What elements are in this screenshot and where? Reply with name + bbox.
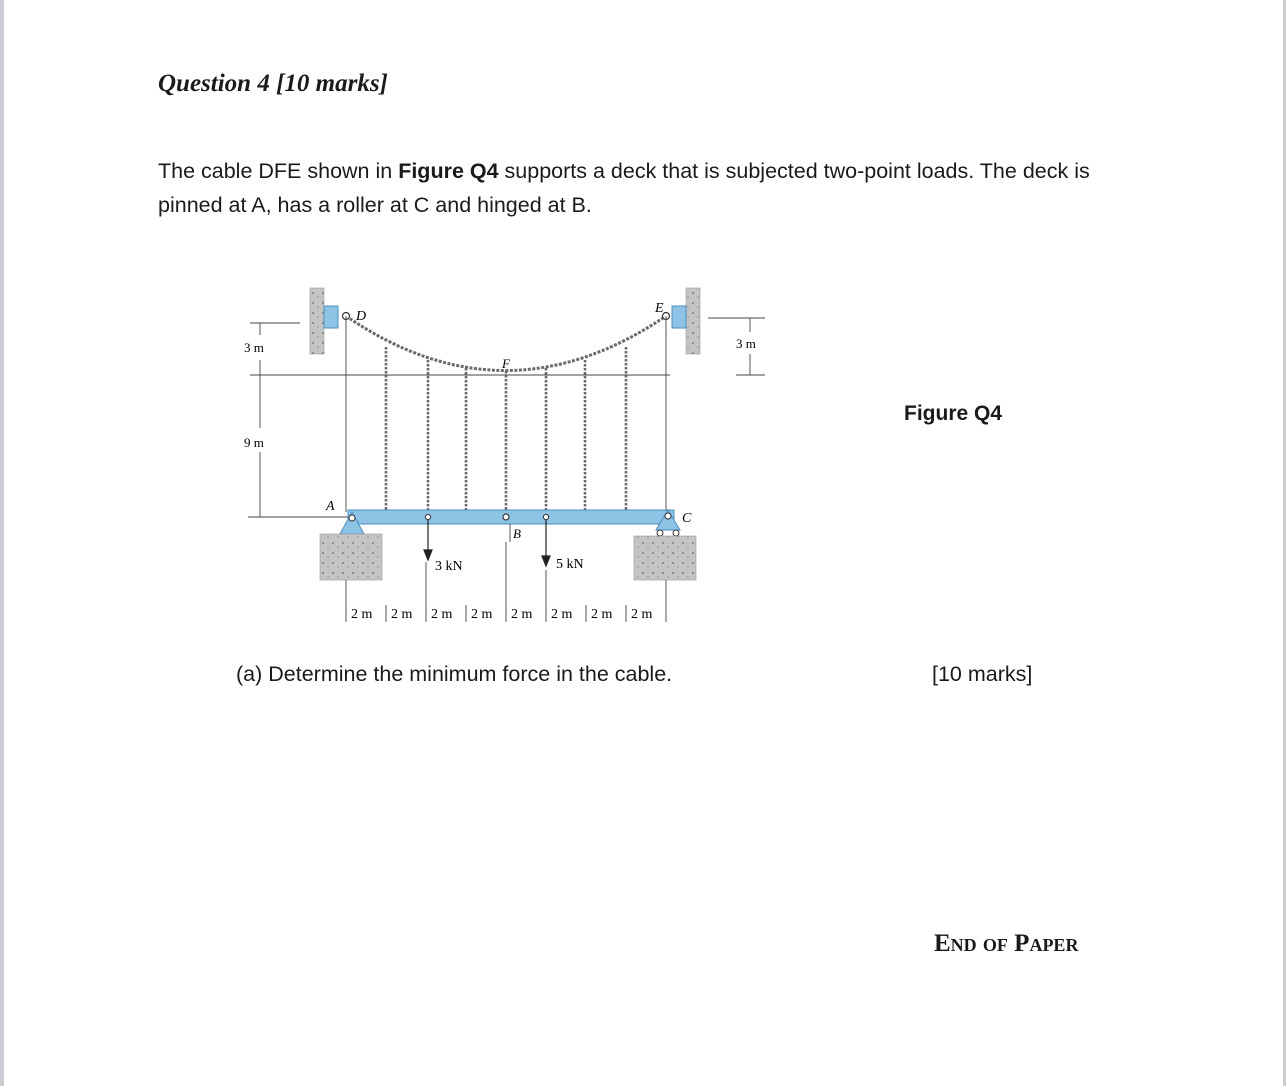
left-wall-support bbox=[310, 288, 338, 354]
intro-text-end: supports a deck that is subjected two-point loads. The deck is pinned at A, has a roller at C and hinged at B. bbox=[158, 159, 1090, 217]
hinge-b bbox=[503, 514, 509, 520]
cable-deck-figure bbox=[230, 280, 790, 640]
span-segment-label: 2 m bbox=[551, 607, 573, 622]
question-title: Question 4 [10 marks] bbox=[158, 70, 388, 97]
load-arrow-5kn bbox=[542, 520, 550, 566]
label-b: B bbox=[513, 526, 521, 541]
label-a: A bbox=[326, 499, 335, 514]
figure-reference: Figure Q4 bbox=[398, 159, 499, 183]
label-d: D bbox=[356, 309, 367, 324]
label-c: C bbox=[682, 511, 692, 526]
deck-beam bbox=[348, 510, 674, 524]
dim-left-top: 3 m bbox=[244, 340, 264, 355]
span-segment-label: 2 m bbox=[471, 607, 493, 622]
span-segment-label: 2 m bbox=[511, 607, 533, 622]
intro-text-start: The cable DFE shown in bbox=[158, 159, 399, 183]
span-segment-label: 2 m bbox=[631, 607, 653, 622]
figure-caption: Figure Q4 bbox=[904, 402, 1003, 425]
span-segment-label: 2 m bbox=[351, 607, 373, 622]
load-point-5kn bbox=[543, 514, 548, 519]
load-label-5kn: 5 kN bbox=[556, 557, 584, 572]
dim-right-top: 3 m bbox=[736, 336, 756, 351]
end-of-paper: End of Paper bbox=[934, 930, 1079, 957]
span-segment-label: 2 m bbox=[591, 607, 613, 622]
span-segment-label: 2 m bbox=[431, 607, 453, 622]
span-segment-label: 2 m bbox=[391, 607, 413, 622]
part-a-marks: [10 marks] bbox=[932, 662, 1033, 686]
label-e: E bbox=[655, 301, 664, 316]
question-intro bbox=[158, 154, 1138, 222]
hangers bbox=[386, 347, 626, 512]
load-arrow-3kn bbox=[424, 520, 432, 560]
load-label-3kn: 3 kN bbox=[435, 559, 463, 574]
label-f: F bbox=[502, 356, 510, 371]
load-point-3kn bbox=[425, 514, 430, 519]
dim-left-bottom: 9 m bbox=[244, 435, 264, 450]
part-a-question: (a) Determine the minimum force in the cable. bbox=[236, 662, 673, 686]
right-wall-support bbox=[672, 288, 700, 354]
page-edge-left bbox=[0, 0, 4, 1086]
